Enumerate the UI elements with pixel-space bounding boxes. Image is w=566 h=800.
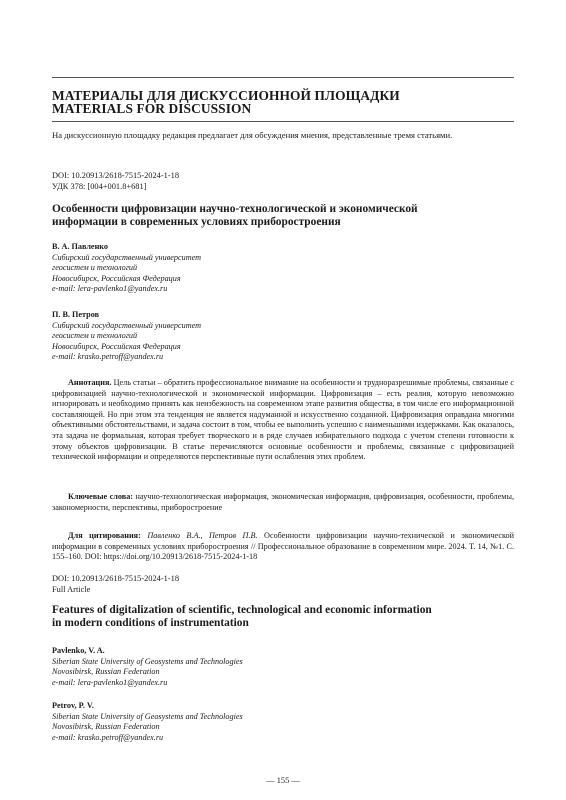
author-email: e-mail: krasko.petroff@yandex.ru bbox=[52, 732, 164, 742]
abstract-label: Аннотация. bbox=[68, 378, 112, 387]
author-ru-1 bbox=[52, 242, 352, 295]
citation-label: Для цитирования: bbox=[68, 531, 141, 540]
author-city: Новосибирск, Российская Федерация bbox=[52, 341, 181, 351]
author-name: Pavlenko, V. A. bbox=[52, 646, 105, 655]
author-city: Novosibirsk, Russian Federation bbox=[52, 667, 160, 677]
author-ru-2 bbox=[52, 310, 352, 363]
page-number: — 155 — bbox=[266, 776, 300, 785]
article-title-ru-line2: информации в современных условиях приборостроения bbox=[52, 216, 341, 228]
author-affiliation: Сибирский государственный университет bbox=[52, 320, 202, 330]
author-name: В. А. Павленко bbox=[52, 242, 108, 251]
citation-authors: Павленко В.А., Петров П.В. bbox=[147, 531, 258, 540]
author-email: e-mail: lera-pavlenko1@yandex.ru bbox=[52, 677, 168, 687]
author-affiliation: Сибирский государственный университет bbox=[52, 252, 202, 262]
author-affiliation: Siberian State University of Geosystems and Technologies bbox=[52, 656, 243, 666]
abstract-text: Цель статьи – обратить профессиональное внимание на особенности и трудноразрешимые проблемы, связанные с цифровизацией научно-технологической и экономической информации. Цифровизация – есть реалия, которую невозможно игнорировать и необходимо принять как неизбежность на современном этапе развития общества, в том числе его информационной составляющей. Но при этом эта тенденция не является надуманной и искусственно созданной. Цифровизация оправдана многими объективными обстоятельствами, и задача состоит в том, чтобы ее выполнить успешно с наименьшими издержками. Как оказалось, эта задача не формальная, которая требует творческого и в ряде случаев избирательного подхода с учетом степени готовности к этому объектов цифровизации. В статье перечисляются основные особенности и проблемы, связанные с цифровизацией технической информации и определяются перспективные пути ослабления этих проблем. bbox=[52, 378, 514, 462]
citation bbox=[52, 531, 514, 563]
article-type: Full Article bbox=[52, 585, 91, 594]
section-intro: На дискуссионную площадку редакция предлагает для обсуждения мнения, представленные тремя статьями. bbox=[52, 130, 453, 140]
top-rule bbox=[52, 77, 514, 78]
section-title-ru: МАТЕРИАЛЫ ДЛЯ ДИСКУССИОННОЙ ПЛОЩАДКИ bbox=[52, 88, 400, 103]
keywords-text: научно-технологическая информация, экономическая информация, цифровизация, особенности, проблемы, закономерности, перспективы, приборостроение bbox=[52, 492, 514, 512]
article-title-en-line2: in modern conditions of instrumentation bbox=[52, 617, 249, 629]
section-rule bbox=[52, 121, 514, 122]
author-name: П. В. Петров bbox=[52, 310, 100, 319]
abstract bbox=[52, 378, 514, 463]
author-name: Petrov, P. V. bbox=[52, 701, 94, 710]
udc: УДК 378: [004+001.8+681] bbox=[52, 182, 147, 191]
author-email: e-mail: krasko.petroff@yandex.ru bbox=[52, 352, 164, 362]
author-affiliation: геосистем и технологий bbox=[52, 263, 138, 273]
author-city: Новосибирск, Российская Федерация bbox=[52, 273, 181, 283]
author-en-1 bbox=[52, 646, 352, 688]
doi-ru: DOI: 10.20913/2618-7515-2024-1-18 bbox=[52, 171, 180, 180]
doi-en: DOI: 10.20913/2618-7515-2024-1-18 bbox=[52, 574, 180, 583]
keywords-label: Ключевые слова: bbox=[68, 492, 134, 501]
author-affiliation: Siberian State University of Geosystems and Technologies bbox=[52, 711, 243, 721]
author-en-2 bbox=[52, 701, 352, 743]
article-title-en-line1: Features of digitalization of scientific, technological and economic information bbox=[52, 604, 432, 616]
keywords bbox=[52, 492, 514, 513]
author-email: e-mail: lera-pavlenko1@yandex.ru bbox=[52, 284, 168, 294]
author-city: Novosibirsk, Russian Federation bbox=[52, 722, 160, 732]
article-title-ru-line1: Особенности цифровизации научно-технологической и экономической bbox=[52, 203, 418, 215]
author-affiliation: геосистем и технологий bbox=[52, 331, 138, 341]
citation-text: Особенности цифровизации научно-технической и экономической информации в современных условиях приборостроения // Профессиональное образование в современном мире. 2024. Т. 14, №1. С. 155–160. DOI: https://doi.org/10.20913/2618-7515-2024-1-18 bbox=[52, 531, 515, 562]
section-title-en: MATERIALS FOR DISCUSSION bbox=[52, 101, 252, 116]
